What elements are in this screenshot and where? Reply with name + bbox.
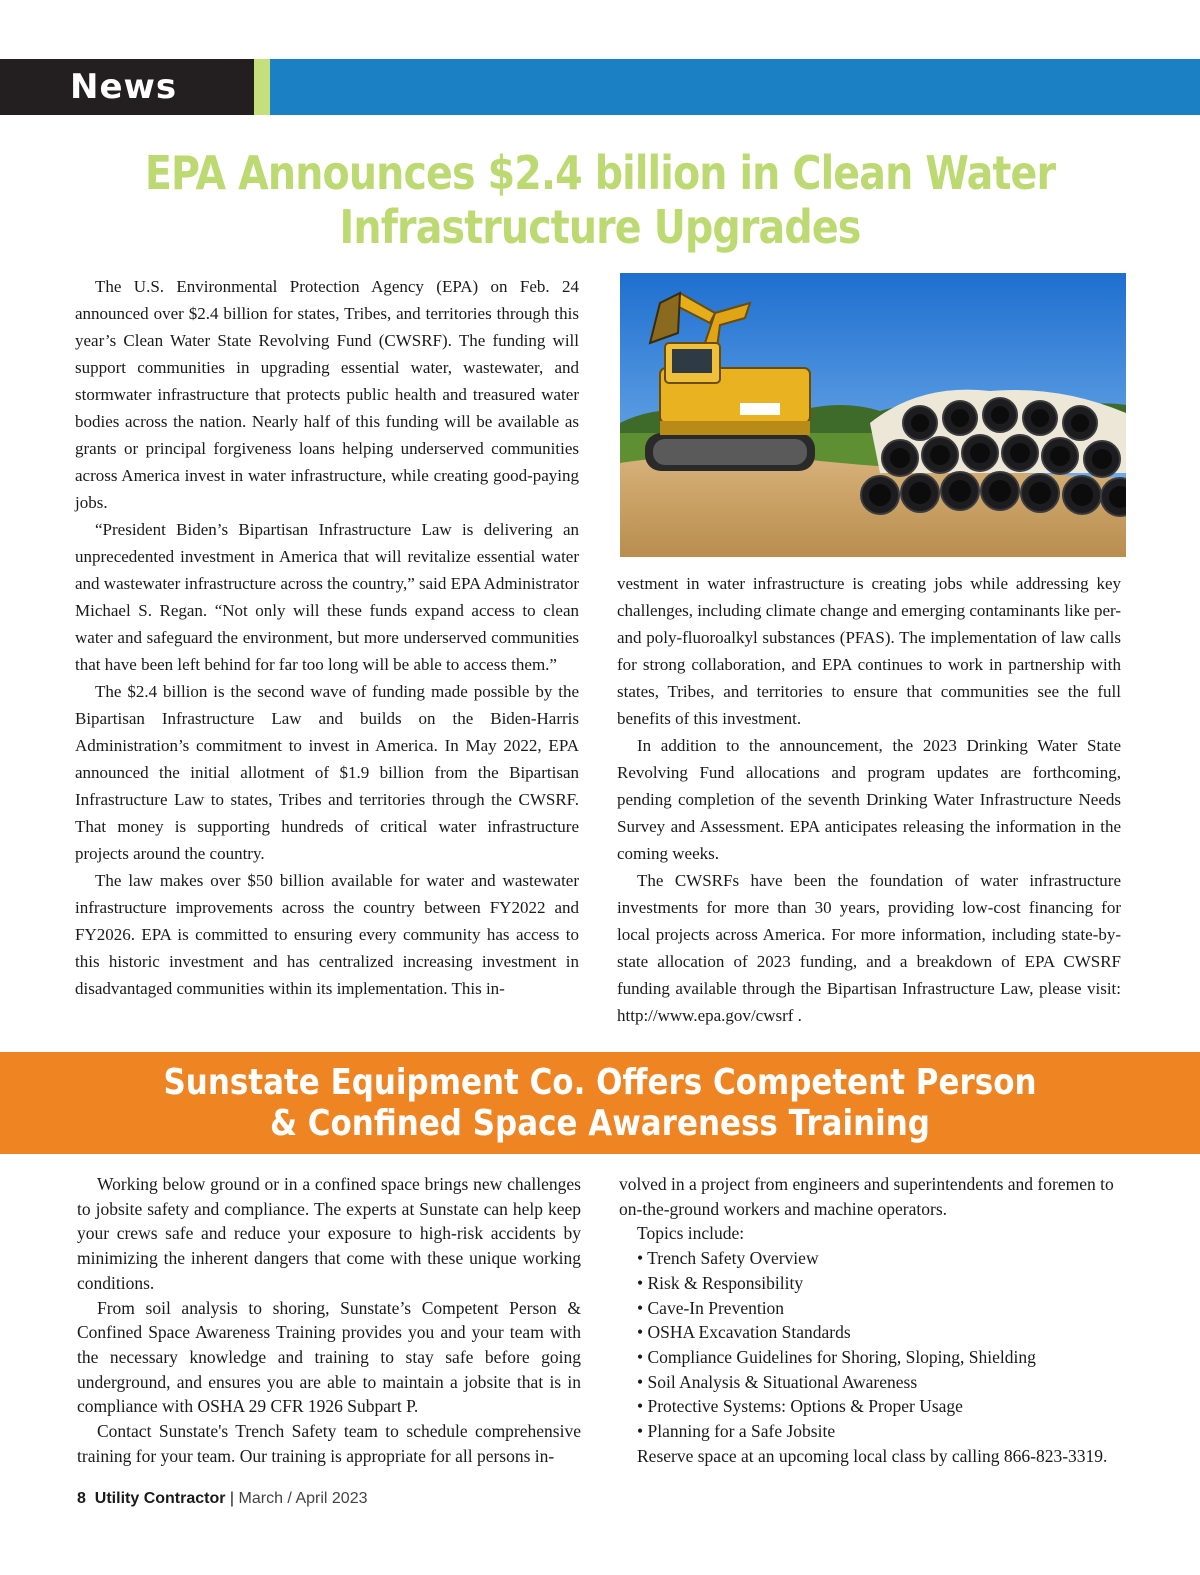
magazine-name: Utility Contractor bbox=[94, 1490, 226, 1507]
reservation-note: Reserve space at an upcoming local class by calling 866-823-3319. bbox=[637, 1445, 1108, 1466]
article2-headline-line2: & Confined Space Awareness Training bbox=[270, 1103, 930, 1144]
article1-paragraph: The law makes over $50 billion available for water and wastewater infrastructure improvements across the country between FY2022 and FY2026. EPA is committed to ensuring every community has access to this historic investment and has centralized increasing investment in disadvantaged communities within its implementation. This in- bbox=[75, 871, 579, 998]
article2-paragraph: From soil analysis to shoring, Sunstate’s Competent Person & Confined Space Awareness Training provides you and your team with the necessary knowledge and training to stay safe before going underground, and ensures you are able to maintain a jobsite that is in compliance with OSHA 29 CFR 1926 Subpart P. bbox=[77, 1297, 581, 1417]
topic-item: • Soil Analysis & Situational Awareness bbox=[637, 1371, 918, 1392]
article1-column-left bbox=[75, 273, 579, 1002]
article1-headline-line2: Infrastructure Upgrades bbox=[339, 200, 861, 254]
article1-paragraph: The $2.4 billion is the second wave of funding made possible by the Bipartisan Infrastructure Law and builds on the Biden-Harris Administration’s commitment to invest in America. In May 2022, EPA announced the initial allotment of $1.9 billion from the Bipartisan Infrastructure Law to states, Tribes and territories through the CWSRF. That money is supporting hundreds of critical water infrastructure projects around the country. bbox=[75, 682, 579, 863]
article2-paragraph: Contact Sunstate's Trench Safety team to schedule comprehensive training for your team. Our training is appropriate for all persons in- bbox=[77, 1421, 581, 1466]
article2-paragraph: Working below ground or in a confined space brings new challenges to jobsite safety and compliance. The experts at Sunstate can help keep your crews safe and reduce your exposure to high-risk accidents by minimizing the inherent dangers that come with these unique working conditions. bbox=[77, 1174, 581, 1293]
footer-separator: | bbox=[229, 1490, 235, 1507]
topics-list bbox=[619, 1246, 1123, 1444]
section-label: News bbox=[70, 67, 178, 107]
article1-paragraph: The CWSRFs have been the foundation of water infrastructure investments for more than 30 years, providing low-cost financing for local projects across America. For more information, including state-by-state allocation of 2023 funding, and a breakdown of EPA CWSRF funding available through the Bipartisan Infrastructure Law, please visit: http://www.epa.gov/cwsrf . bbox=[617, 871, 1121, 1025]
topic-item: • Protective Systems: Options & Proper Usage bbox=[637, 1396, 963, 1417]
excavator-pipes-illustration bbox=[620, 273, 1126, 557]
article2-column-left bbox=[77, 1172, 581, 1468]
article2-paragraph-continuation: volved in a project from engineers and superintendents and foremen to on-the-ground workers and machine operators. bbox=[619, 1174, 1114, 1219]
article1-paragraph: In addition to the announcement, the 2023 Drinking Water State Revolving Fund allocations and program updates are forthcoming, pending completion of the seventh Drinking Water Infrastructure Needs Survey and Assessment. EPA anticipates releasing the information in the coming weeks. bbox=[617, 736, 1121, 863]
topic-item: • Compliance Guidelines for Shoring, Sloping, Shielding bbox=[637, 1346, 1036, 1367]
topics-intro: Topics include: bbox=[637, 1223, 745, 1244]
section-banner bbox=[0, 59, 1200, 115]
article2-column-right bbox=[619, 1172, 1123, 1468]
article1-column-right bbox=[617, 570, 1121, 1029]
article1-paragraph: “President Biden’s Bipartisan Infrastructure Law is delivering an unprecedented investment in America that will revitalize essential water and wastewater infrastructure across the country,” said EPA Administrator Michael S. Regan. “Not only will these funds expand access to clean water and safeguard the environment, but more underserved communities that have been left behind for far too long will be able to access them.” bbox=[75, 520, 579, 674]
page-number: 8 bbox=[77, 1490, 86, 1507]
article1-headline bbox=[136, 146, 1065, 254]
article1-paragraph-continuation: vestment in water infrastructure is creating jobs while addressing key challenges, including climate change and emerging contaminants like per- and poly-fluoroalkyl substances (PFAS). The implementation of law calls for strong collaboration, and EPA continues to work in partnership with states, Tribes, and territories to ensure that communities see the full benefits of this investment. bbox=[617, 574, 1121, 728]
issue-date: March / April 2023 bbox=[238, 1490, 368, 1507]
article2-headline bbox=[136, 1062, 1065, 1144]
topic-item: • Planning for a Safe Jobsite bbox=[637, 1421, 836, 1442]
article1-paragraph: The U.S. Environmental Protection Agency (EPA) on Feb. 24 announced over $2.4 billion for states, Tribes, and territories through this year’s Clean Water State Revolving Fund (CWSRF). The funding will support communities in upgrading essential water, wastewater, and stormwater infrastructure that protects public health and treasured water bodies across the nation. Nearly half of this funding will be available as grants or principal forgiveness loans helping underserved communities across America invest in water infrastructure, while creating good-paying jobs. bbox=[75, 277, 579, 512]
topic-item: • Cave-In Prevention bbox=[637, 1297, 785, 1318]
topic-item: • Risk & Responsibility bbox=[637, 1272, 804, 1293]
topic-item: • OSHA Excavation Standards bbox=[637, 1322, 851, 1343]
article1-headline-line1: EPA Announces $2.4 billion in Clean Water bbox=[144, 146, 1056, 200]
banner-blue-bar bbox=[270, 59, 1200, 115]
article2-headline-line1: Sunstate Equipment Co. Offers Competent Person bbox=[163, 1062, 1037, 1103]
banner-green-stripe bbox=[254, 59, 270, 115]
topic-item: • Trench Safety Overview bbox=[637, 1248, 819, 1269]
construction-site-photo bbox=[620, 273, 1126, 557]
page-footer bbox=[77, 1490, 367, 1508]
